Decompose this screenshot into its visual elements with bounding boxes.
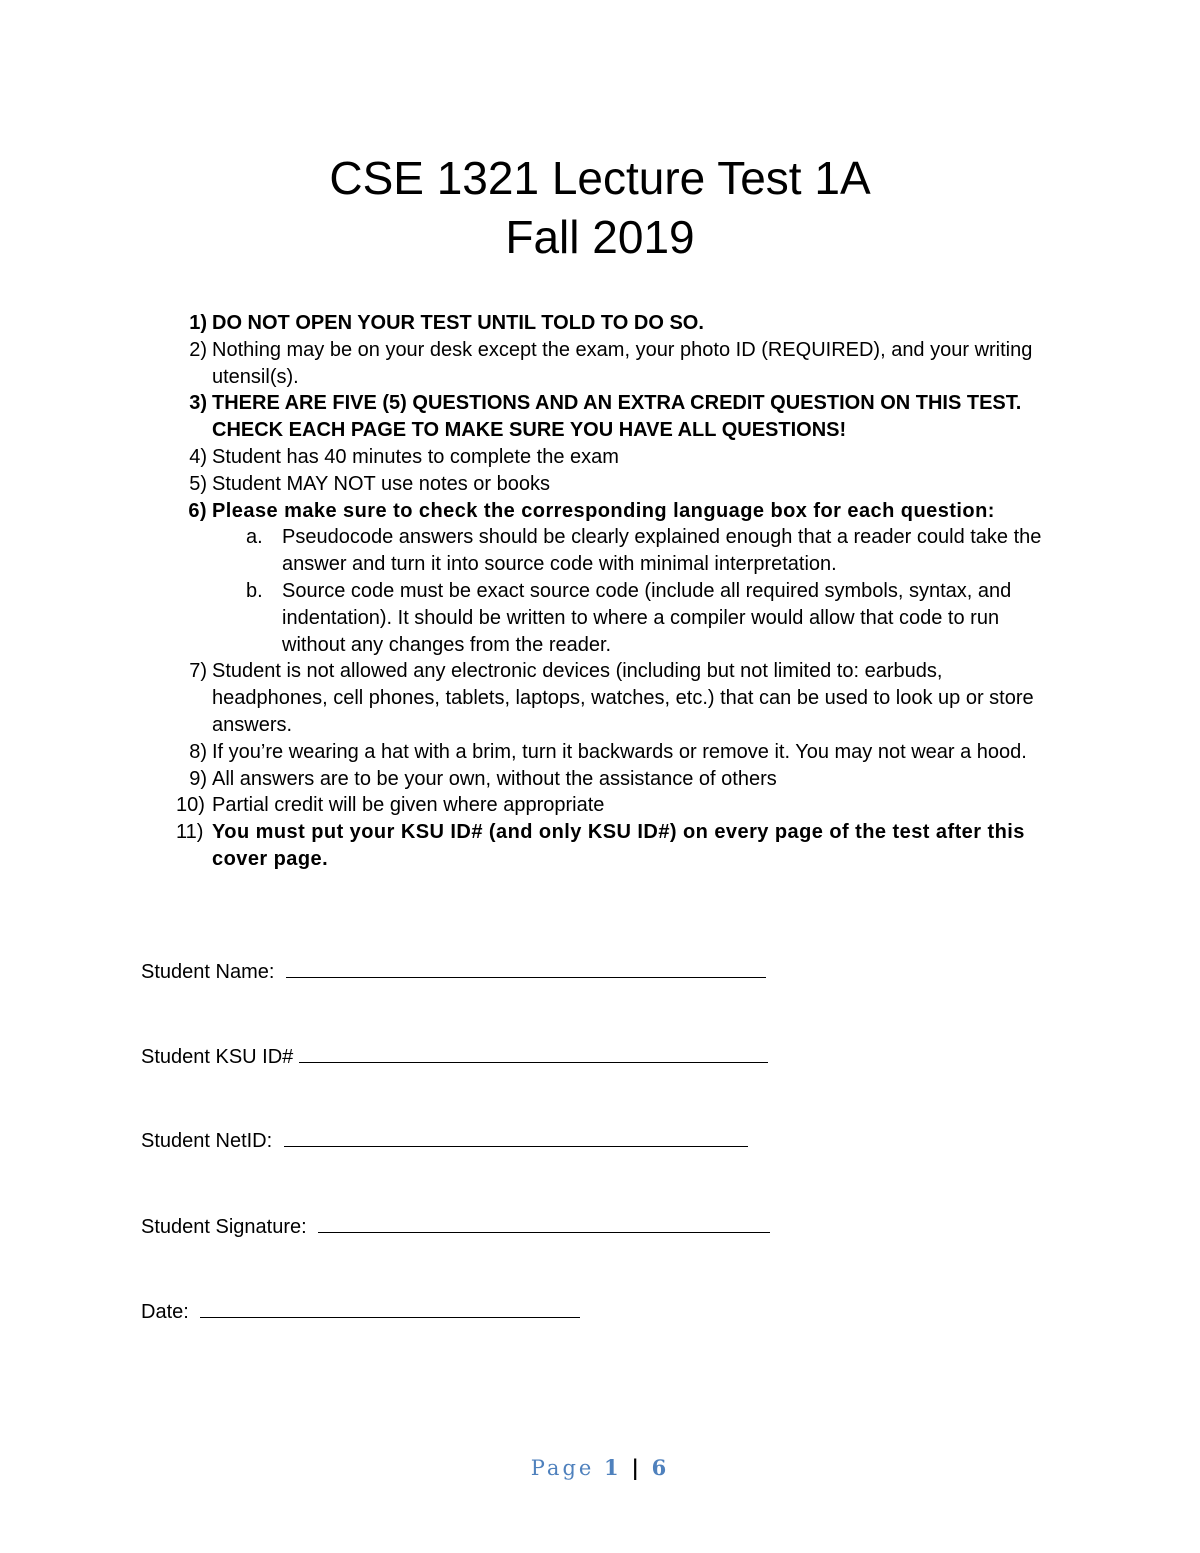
student-ksu-id-line[interactable]	[299, 1042, 768, 1063]
instruction-number: 5)	[189, 472, 207, 495]
instruction-item	[0, 444, 1058, 471]
instruction-text: Please make sure to check the corresponding language box for each question:	[212, 499, 995, 522]
instruction-text: If you’re wearing a hat with a brim, turn it backwards or remove it. You may not wear a hood.	[212, 740, 1027, 763]
student-netid-line[interactable]	[284, 1126, 748, 1147]
instruction-number: 10)	[176, 794, 205, 817]
instruction-number: 3)	[189, 392, 207, 415]
instruction-item	[0, 819, 1058, 873]
subitem-text: Source code must be exact source code (include all required symbols, syntax, and indentation). It should be written to where a compiler would allow that code to run without any changes from the reader.	[282, 579, 1012, 656]
student-signature-label: Student Signature:	[141, 1216, 307, 1238]
instruction-item	[0, 390, 1058, 444]
page-footer	[0, 1455, 1200, 1480]
instruction-item	[0, 337, 1058, 391]
instruction-number: 1)	[189, 312, 207, 334]
student-name-label: Student Name:	[141, 961, 275, 983]
instruction-item	[0, 766, 1058, 793]
instruction-number: 9)	[189, 767, 207, 790]
instruction-number: 7)	[189, 660, 207, 683]
subitem-text: Pseudocode answers should be clearly explained enough that a reader could take the answer and turn it into source code with minimal interpretation.	[282, 526, 1042, 576]
date-line[interactable]	[200, 1297, 580, 1318]
instruction-text: DO NOT OPEN YOUR TEST UNTIL TOLD TO DO SO.	[212, 312, 704, 334]
instruction-number: 4)	[189, 445, 207, 468]
instruction-item	[0, 498, 1058, 525]
date-field[interactable]	[141, 1297, 580, 1325]
student-name-field[interactable]	[141, 957, 766, 985]
instruction-item	[0, 792, 1058, 819]
instruction-text: Nothing may be on your desk except the exam, your photo ID (REQUIRED), and your writing utensil(s).	[212, 338, 1033, 388]
instruction-number: 11)	[176, 821, 204, 844]
student-netid-label: Student NetID:	[141, 1130, 273, 1152]
student-signature-field[interactable]	[141, 1212, 770, 1240]
instruction-subitem	[0, 524, 1058, 578]
instruction-text: Student is not allowed any electronic devices (including but not limited to: earbuds, headphones, cell phones, tablets, laptops, watches, etc.) that can be used to look up or store answers.	[212, 660, 1034, 736]
subitem-letter: a.	[246, 526, 263, 549]
student-signature-line[interactable]	[318, 1212, 770, 1233]
instruction-text: Partial credit will be given where appropriate	[212, 794, 605, 817]
instruction-item	[0, 310, 1058, 337]
page-separator: |	[631, 1455, 642, 1480]
instruction-text: All answers are to be your own, without the assistance of others	[212, 767, 777, 790]
page-label: Page	[530, 1456, 595, 1480]
instruction-text: THERE ARE FIVE (5) QUESTIONS AND AN EXTRA CREDIT QUESTION ON THIS TEST. CHECK EACH PAGE TO MAKE SURE YOU HAVE ALL QUESTIONS!	[212, 392, 1022, 442]
current-page-number: 1	[604, 1455, 622, 1480]
instructions-list	[0, 310, 1200, 873]
instruction-subitem	[0, 578, 1058, 658]
instruction-number: 8)	[189, 740, 207, 763]
instruction-text: Student has 40 minutes to complete the exam	[212, 445, 619, 468]
instruction-item	[0, 658, 1058, 738]
subitem-letter: b.	[246, 579, 263, 602]
document-term: Fall 2019	[505, 211, 695, 263]
instruction-number: 6)	[188, 499, 207, 522]
instruction-item	[0, 739, 1058, 766]
student-netid-field[interactable]	[141, 1126, 748, 1154]
total-pages: 6	[651, 1455, 670, 1480]
student-ksu-id-label: Student KSU ID#	[141, 1046, 294, 1068]
instruction-number: 2)	[189, 338, 207, 361]
date-label: Date:	[141, 1301, 189, 1323]
instruction-text: You must put your KSU ID# (and only KSU ID#) on every page of the test after this cover page.	[212, 821, 1025, 870]
instruction-item	[0, 471, 1058, 498]
document-title: CSE 1321 Lecture Test 1A	[329, 152, 871, 204]
instruction-text: Student MAY NOT use notes or books	[212, 472, 550, 495]
student-name-line[interactable]	[286, 957, 766, 978]
student-ksu-id-field[interactable]	[141, 1042, 768, 1070]
